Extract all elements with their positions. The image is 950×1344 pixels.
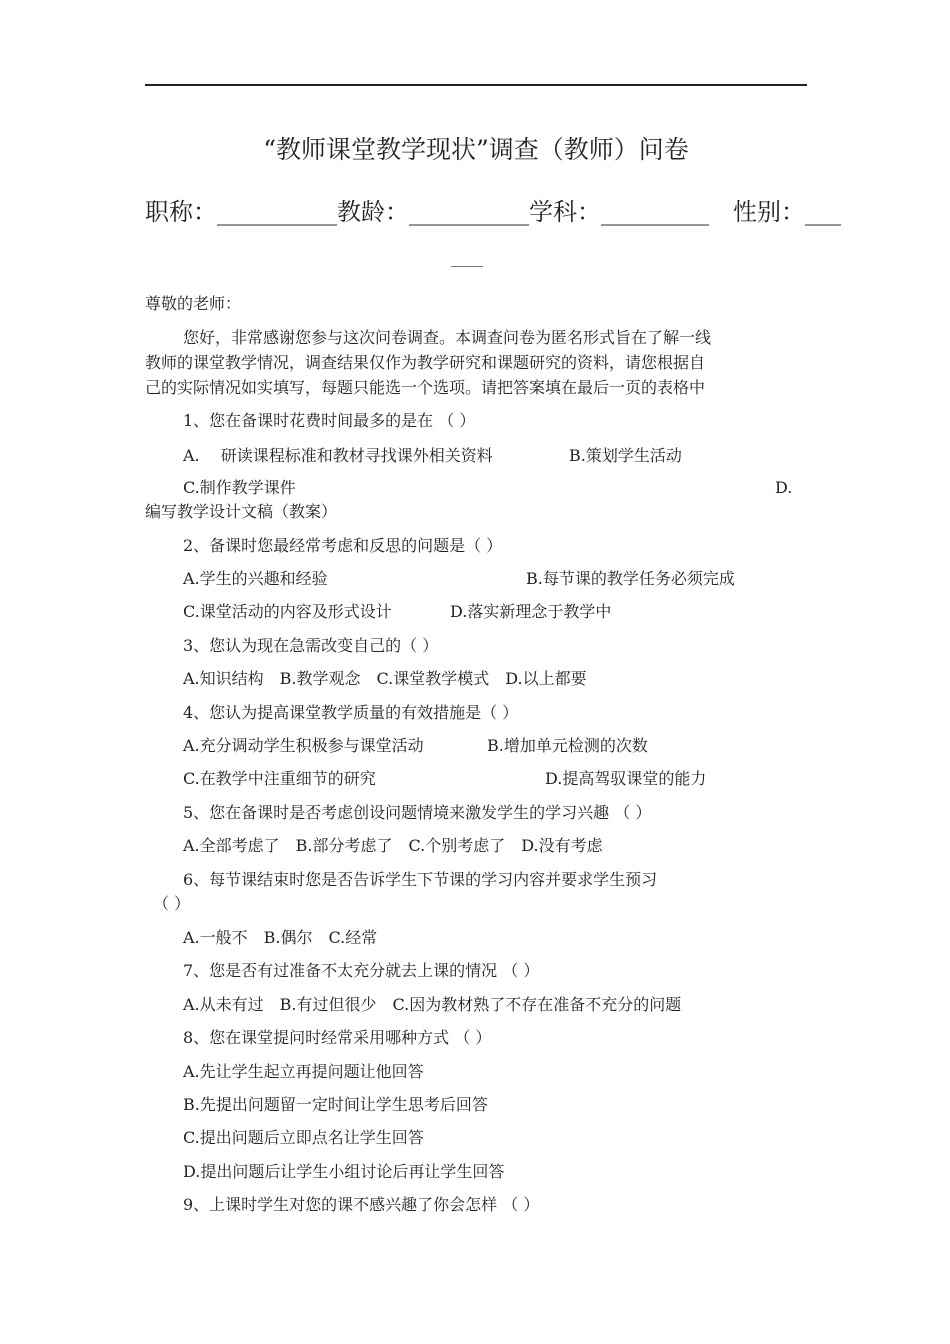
q1-option-b: B.策划学生活动 [569, 446, 682, 465]
q9-question: 9、上课时学生对您的课不感兴趣了你会怎样 （ ） [183, 1195, 540, 1214]
document-title: “教师课堂教学现状”调查（教师）问卷 [263, 135, 689, 164]
q2-option-b: B.每节课的教学任务必须完成 [526, 569, 735, 588]
q7-question: 7、您是否有过准备不太充分就去上课的情况 （ ） [183, 961, 540, 980]
q4-option-c: C.在教学中注重细节的研究 [183, 769, 376, 788]
field-gender-continuation: ____ [451, 248, 483, 267]
q5-options: A.全部考虑了 B.部分考虑了 C.个别考虑了 D.没有考虑 [183, 836, 603, 855]
q1-question: 1、您在备课时花费时间最多的是在 （ ） [183, 411, 476, 430]
field-title-rank: 职称：__________ [145, 198, 337, 226]
field-teaching-years: 教龄：__________ [337, 198, 529, 226]
intro-line-1: 您好，非常感谢您参与这次问卷调查。本调查问卷为匿名形式旨在了解一线 [183, 328, 712, 347]
greeting: 尊敬的老师： [145, 294, 242, 313]
field-subject: 学科：_________ [529, 198, 709, 226]
q2-option-c: C.课堂活动的内容及形式设计 [183, 602, 392, 621]
q8-option-b: B.先提出问题留一定时间让学生思考后回答 [183, 1095, 488, 1114]
q1-option-d-text: 编写教学设计文稿（教案） [145, 502, 338, 521]
q1-option-a: A. 研读课程标准和教材寻找课外相关资料 [183, 446, 493, 465]
q8-option-a: A.先让学生起立再提问题让他回答 [183, 1062, 424, 1081]
q3-options: A.知识结构 B.教学观念 C.课堂教学模式 D.以上都要 [183, 669, 587, 688]
q8-option-c: C.提出问题后立即点名让学生回答 [183, 1128, 424, 1147]
q4-option-d: D.提高驾驭课堂的能力 [545, 769, 707, 788]
q4-question: 4、您认为提高课堂教学质量的有效措施是（ ） [183, 703, 519, 722]
q7-options: A.从未有过 B.有过但很少 C.因为教材熟了不存在准备不充分的问题 [183, 995, 682, 1014]
q6-options: A.一般不 B.偶尔 C.经常 [183, 928, 378, 947]
q2-question: 2、备课时您最经常考虑和反思的问题是（ ） [183, 536, 503, 555]
intro-line-2: 教师的课堂教学情况，调查结果仅作为教学研究和课题研究的资料，请您根据自 [145, 353, 706, 372]
q2-option-d: D.落实新理念于教学中 [450, 602, 612, 621]
header-rule [145, 84, 807, 86]
q1-option-d-label: D. [775, 478, 793, 497]
info-fields [145, 192, 841, 227]
q5-question: 5、您在备课时是否考虑创设问题情境来激发学生的学习兴趣 （ ） [183, 803, 652, 822]
q3-question: 3、您认为现在急需改变自己的（ ） [183, 636, 439, 655]
q6-answer-paren: （ ） [153, 894, 191, 913]
intro-line-3: 己的实际情况如实填写，每题只能选一个选项。请把答案填在最后一页的表格中 [145, 378, 706, 397]
q1-option-c: C.制作教学课件 [183, 478, 296, 497]
q8-question: 8、您在课堂提问时经常采用哪种方式 （ ） [183, 1028, 492, 1047]
q2-option-a: A.学生的兴趣和经验 [183, 569, 328, 588]
q6-question: 6、每节课结束时您是否告诉学生下节课的学习内容并要求学生预习 [183, 870, 658, 889]
q4-option-b: B.增加单元检测的次数 [487, 736, 648, 755]
q4-option-a: A.充分调动学生积极参与课堂活动 [183, 736, 424, 755]
field-gender: 性别：___ [733, 198, 841, 226]
q8-option-d: D.提出问题后让学生小组讨论后再让学生回答 [183, 1162, 505, 1181]
